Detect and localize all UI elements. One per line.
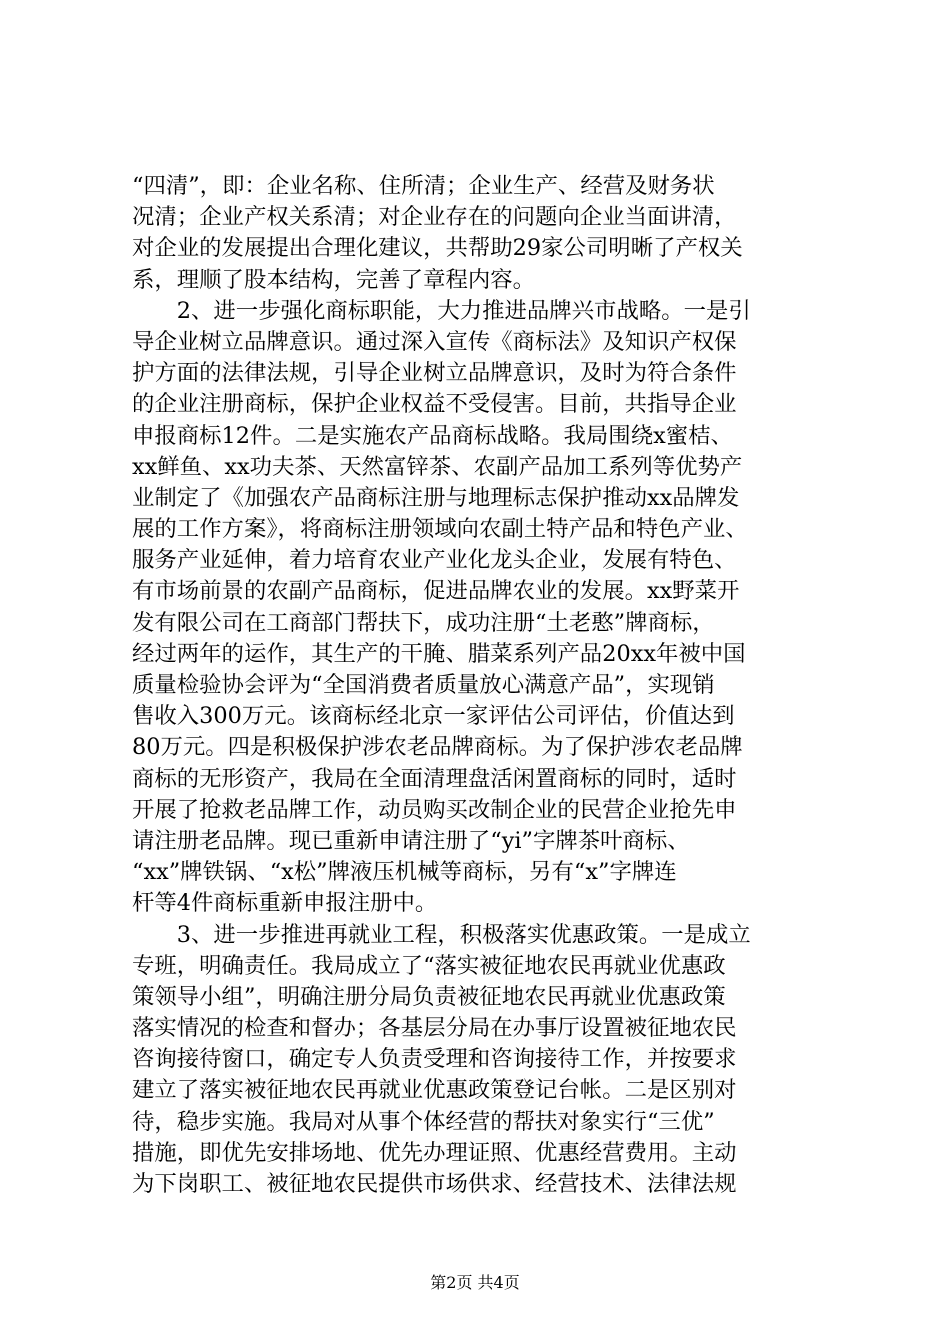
text-line: 对企业的发展提出合理化建议，共帮助29家公司明晰了产权关	[132, 235, 743, 262]
text-line: 80万元。四是积极保护涉农老品牌商标。为了保护涉农老品牌	[132, 734, 743, 761]
text-line: 策领导小组”，明确注册分局负责被征地农民再就业优惠政策	[132, 983, 726, 1010]
text-line: 咨询接待窗口，确定专人负责受理和咨询接待工作，并按要求	[132, 1046, 737, 1073]
text-line: 有市场前景的农副产品商标，促进品牌农业的发展。xx野菜开	[132, 578, 740, 605]
text-line: 2、进一步强化商标职能，大力推进品牌兴市战略。一是引	[132, 297, 751, 324]
text-line: 服务产业延伸，着力培育农业产业化龙头企业，发展有特色、	[132, 547, 737, 574]
text-line: “四清”，即：企业名称、住所清；企业生产、经营及财务状	[132, 173, 715, 199]
text-line: 况清；企业产权关系清；对企业存在的问题向企业当面讲清，	[132, 204, 737, 231]
text-line: “xx”牌铁锅、“x松”牌液压机械等商标，另有“x”字牌连	[132, 859, 677, 886]
text-line: 开展了抢救老品牌工作，动员购买改制企业的民营企业抢先申	[132, 796, 737, 823]
text-line: 3、进一步推进再就业工程，积极落实优惠政策。一是成立	[132, 921, 751, 948]
text-line: xx鲜鱼、xx功夫茶、天然富锌茶、农副产品加工系列等优势产	[132, 453, 743, 480]
text-line: 商标的无形资产，我局在全面清理盘活闲置商标的同时，适时	[132, 765, 737, 792]
text-line: 请注册老品牌。现已重新申请注册了“yi”字牌茶叶商标、	[132, 827, 690, 854]
text-line: 落实情况的检查和督办；各基层分局在办事厅设置被征地农民	[132, 1015, 737, 1042]
text-line: 业制定了《加强农产品商标注册与地理标志保护推动xx品牌发	[132, 484, 740, 511]
text-line: 发有限公司在工商部门帮扶下，成功注册“土老憨”牌商标，	[132, 609, 715, 636]
text-line: 申报商标12件。二是实施农产品商标战略。我局围绕x蜜桔、	[132, 422, 733, 449]
text-line: 为下岗职工、被征地农民提供市场供求、经营技术、法律法规	[132, 1171, 737, 1197]
text-line: 系，理顺了股本结构，完善了章程内容。	[132, 266, 536, 293]
text-line: 售收入300万元。该商标经北京一家评估公司评估，价值达到	[132, 703, 735, 730]
text-line: 建立了落实被征地农民再就业优惠政策登记台帐。二是区别对	[132, 1077, 737, 1104]
text-line: 杆等4件商标重新申报注册中。	[132, 890, 438, 917]
page-number-footer: 第2页 共4页	[430, 1273, 520, 1292]
text-line: 质量检验协会评为“全国消费者质量放心满意产品”，实现销	[132, 672, 715, 698]
text-line: 待，稳步实施。我局对从事个体经营的帮扶对象实行“三优”	[132, 1108, 715, 1135]
text-line: 护方面的法律法规，引导企业树立品牌意识，及时为符合条件	[132, 360, 737, 387]
text-line: 专班，明确责任。我局成立了“落实被征地农民再就业优惠政	[132, 952, 726, 979]
text-line: 的企业注册商标，保护企业权益不受侵害。目前，共指导企业	[132, 391, 737, 418]
body-text	[132, 171, 832, 1200]
text-line: 导企业树立品牌意识。通过深入宣传《商标法》及知识产权保	[132, 328, 737, 355]
text-line: 措施，即优先安排场地、优先办理证照、优惠经营费用。主动	[132, 1139, 737, 1166]
text-line: 展的工作方案》，将商标注册领域向农副土特产品和特色产业、	[132, 516, 748, 543]
text-line: 经过两年的运作，其生产的干腌、腊菜系列产品20xx年被中国	[132, 640, 746, 667]
